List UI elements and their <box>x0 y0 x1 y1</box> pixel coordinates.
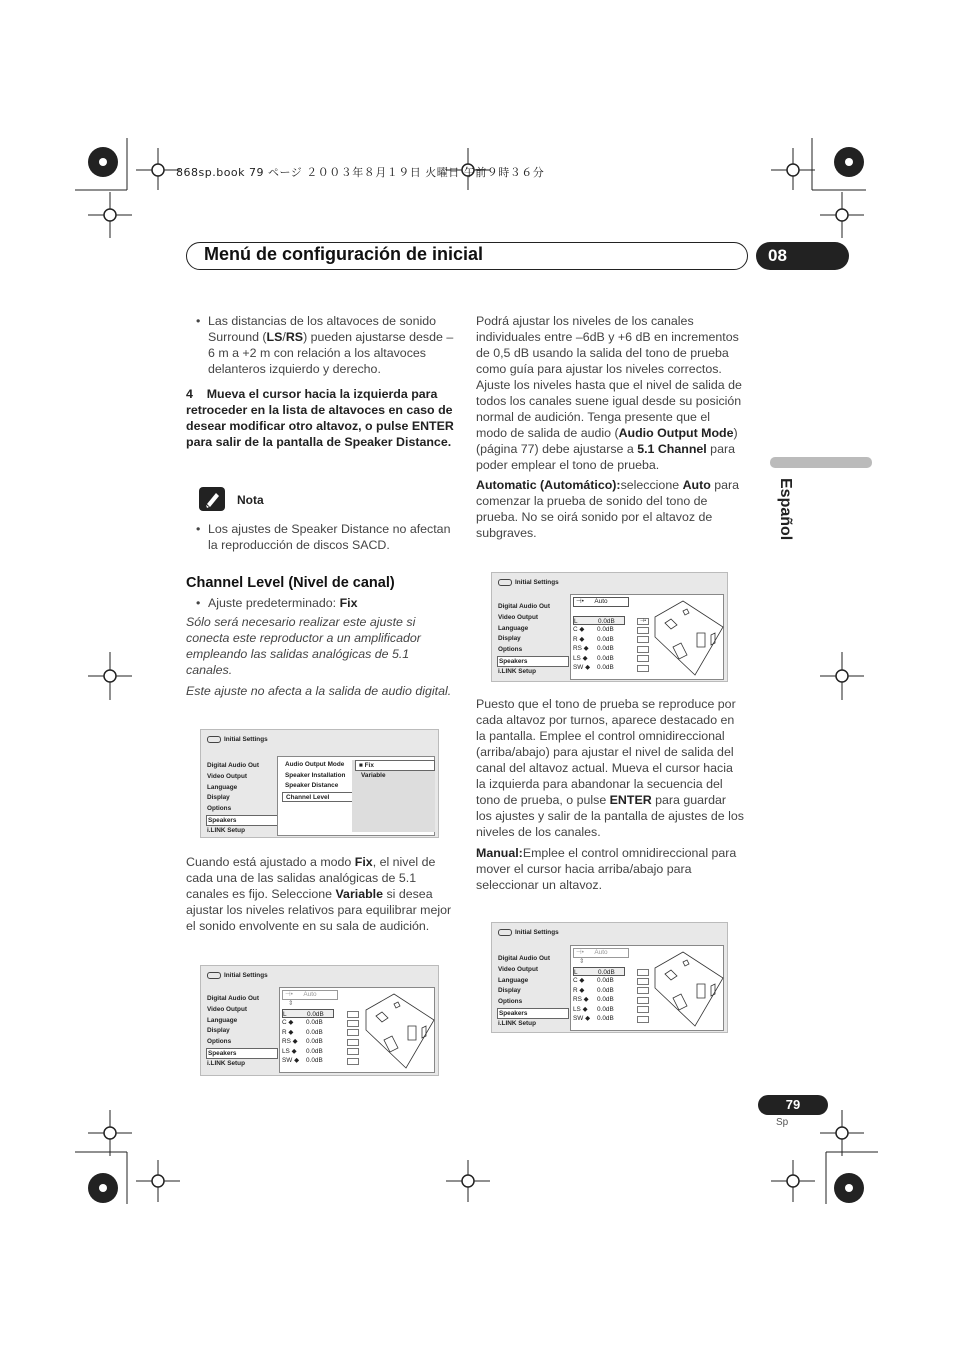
section-title: Channel Level (Nivel de canal) <box>186 575 395 591</box>
move-arrow-icon: ⇕ <box>288 1000 294 1007</box>
levels-paragraph: Podrá ajustar los niveles de los canales individuales entre –6dB y +6 dB en incrementos de 0,5 dB usando la salida del tono de prueba como guía para ajustar los niveles correctos. Ajuste los niveles hasta que el nivel de salida de todos los canales suene igual desde su posición normal de audición. Tenga presente que el modo de salida de audio (Audio Output Mode) (página 77) debe ajustarse a 5.1 Channel para poder emplear el tono de prueba. <box>476 314 742 472</box>
move-arrow-icon: ⇕ <box>579 958 585 965</box>
bullet-surround-distance: • Las distancias de los altavoces de sonido Surround (LS/RS) pueden ajustarse desde –6 m a +2 m con relación a los altavoces delanteros izquierdo y derecho. <box>186 313 454 377</box>
screen-level-list-left <box>200 965 439 1076</box>
screen-menu: Digital Audio Out Video Output Language Display Options Speakers i.LINK Setup <box>206 994 278 1070</box>
note-icon <box>199 487 225 511</box>
screen-level-auto <box>491 572 728 682</box>
note-label: Nota <box>237 493 264 507</box>
screen-level-manual <box>491 922 728 1033</box>
manual-paragraph: Manual:Emplee el control omnidireccional para mover el cursor hacia arriba/abajo para seleccionar un altavoz. <box>476 846 737 892</box>
option-variable: Variable <box>361 771 386 779</box>
channel-level-section <box>186 575 454 699</box>
submenu-panel <box>277 756 435 836</box>
automatic-paragraph: Automatic (Automático):seleccione Auto para comenzar la prueba de sonido del tono de prueba. No se oirá sonido por el altavoz de subgraves. <box>476 478 740 540</box>
step-4: 4 Mueva el cursor hacia la izquierda para retroceder en la lista de altavoces en caso de desear modificar otro altavoz, o pulse ENTER para salir de la pantalla de Speaker Distance. <box>186 387 454 449</box>
language-bar <box>770 457 872 468</box>
page-language-code: Sp <box>776 1117 789 1128</box>
left-column <box>186 313 454 450</box>
level-panel <box>570 945 724 1031</box>
test-tone-paragraph: Puesto que el tono de prueba se reproduce por cada altavoz por turnos, aparece destacado en la pantalla. Emplee el control omnidireccional (arriba/abajo) para ajustar el nivel de salida del canal del altavoz actual. Mueva el cursor hacia la izquierda para abandonar la secuencia del tono de prueba, o pulse ENTER para guardar los ajustes y salir de la pantalla de ajustes de los niveles de los canales. <box>476 697 744 839</box>
auto-button-active: ⊣• Auto <box>573 597 629 607</box>
channel-list: L 0.0dB C ◆ 0.0dB R ◆ 0.0dB RS ◆ 0.0dB LS ◆ 0.0dB SW ◆ 0.0dB <box>573 616 627 673</box>
right-column-lower <box>476 696 744 893</box>
screen-title: Initial Settings <box>207 736 268 743</box>
menu-item: Options <box>207 805 232 813</box>
room-diagram <box>653 597 725 679</box>
screen-menu: Digital Audio Out Video Output Language Display Options Speakers i.LINK Setup <box>497 954 569 1030</box>
menu-item: Language <box>207 783 238 791</box>
default-setting: • Ajuste predeterminado: Fix <box>186 595 454 611</box>
auto-button: ⊣• Auto <box>282 990 338 1000</box>
right-column <box>476 313 744 541</box>
room-diagram <box>653 948 725 1030</box>
note-body <box>186 521 454 553</box>
level-panel <box>279 987 435 1073</box>
screen-title: Initial Settings <box>498 929 559 936</box>
channel-list: L 0.0dB C ◆ 0.0dB R ◆ 0.0dB RS ◆ 0.0dB LS ◆ 0.0dB SW ◆ 0.0dB <box>282 1009 336 1066</box>
screen-title: Initial Settings <box>498 579 559 586</box>
submenu-item: Speaker Installation <box>285 771 346 779</box>
menu-item: Digital Audio Out <box>207 762 259 769</box>
screen-menu <box>206 761 278 837</box>
screen-channel-level-mode <box>200 729 439 838</box>
room-diagram <box>364 990 436 1072</box>
submenu-item: Speaker Distance <box>285 782 339 789</box>
submenu-item-selected: Channel Level <box>282 792 354 803</box>
language-tab <box>770 478 800 558</box>
menu-item: Display <box>207 794 230 802</box>
option-fix: ■ Fix <box>355 760 435 771</box>
auto-button: ⊣• Auto <box>573 948 629 958</box>
fix-variable-paragraph: Cuando está ajustado a modo Fix, el nivel de cada una de las salidas analógicas de 5.1 canales es fijo. Seleccione Variable si desea ajustar los niveles relativos para equilibrar mejor el sonido envolvente en su sala de audición. <box>186 855 452 933</box>
menu-item-selected: Speakers <box>206 815 278 826</box>
italic-note-2: Este ajuste no afecta a la salida de audio digital. <box>186 684 452 698</box>
menu-item: Video Output <box>207 772 247 780</box>
screen-title: Initial Settings <box>207 972 268 979</box>
menu-item: i.LINK Setup <box>207 826 245 834</box>
chapter-badge: 08 <box>756 242 849 270</box>
page-number: 79 <box>758 1095 828 1115</box>
page-title: Menú de configuración de inicial <box>204 244 484 264</box>
print-line: 868sp.book 79 ページ ２００３年８月１９日 火曜日 午前９時３６分 <box>176 166 545 179</box>
channel-list: L 0.0dB C ◆ 0.0dB R ◆ 0.0dB RS ◆ 0.0dB LS ◆ 0.0dB SW ◆ 0.0dB <box>573 967 627 1024</box>
italic-note-1: Sólo será necesario realizar este ajuste si conecta este reproductor a un amplificador empleando las salidas analógicas de 5.1 canales. <box>186 615 421 677</box>
submenu-item: Audio Output Mode <box>285 761 345 768</box>
level-panel: ⊣• Auto L 0.0dB C ◆ 0.0dB R ◆ 0.0dB RS ◆ 0.0dB LS ◆ 0.0dB SW ◆ 0.0dB ⊣• <box>570 594 724 680</box>
note-text: • Los ajustes de Speaker Distance no afectan la reproducción de discos SACD. <box>186 521 454 553</box>
language-label: Español <box>777 478 794 541</box>
screen-menu: Digital Audio Out Video Output Language Display Options Speakers i.LINK Setup <box>497 602 569 678</box>
